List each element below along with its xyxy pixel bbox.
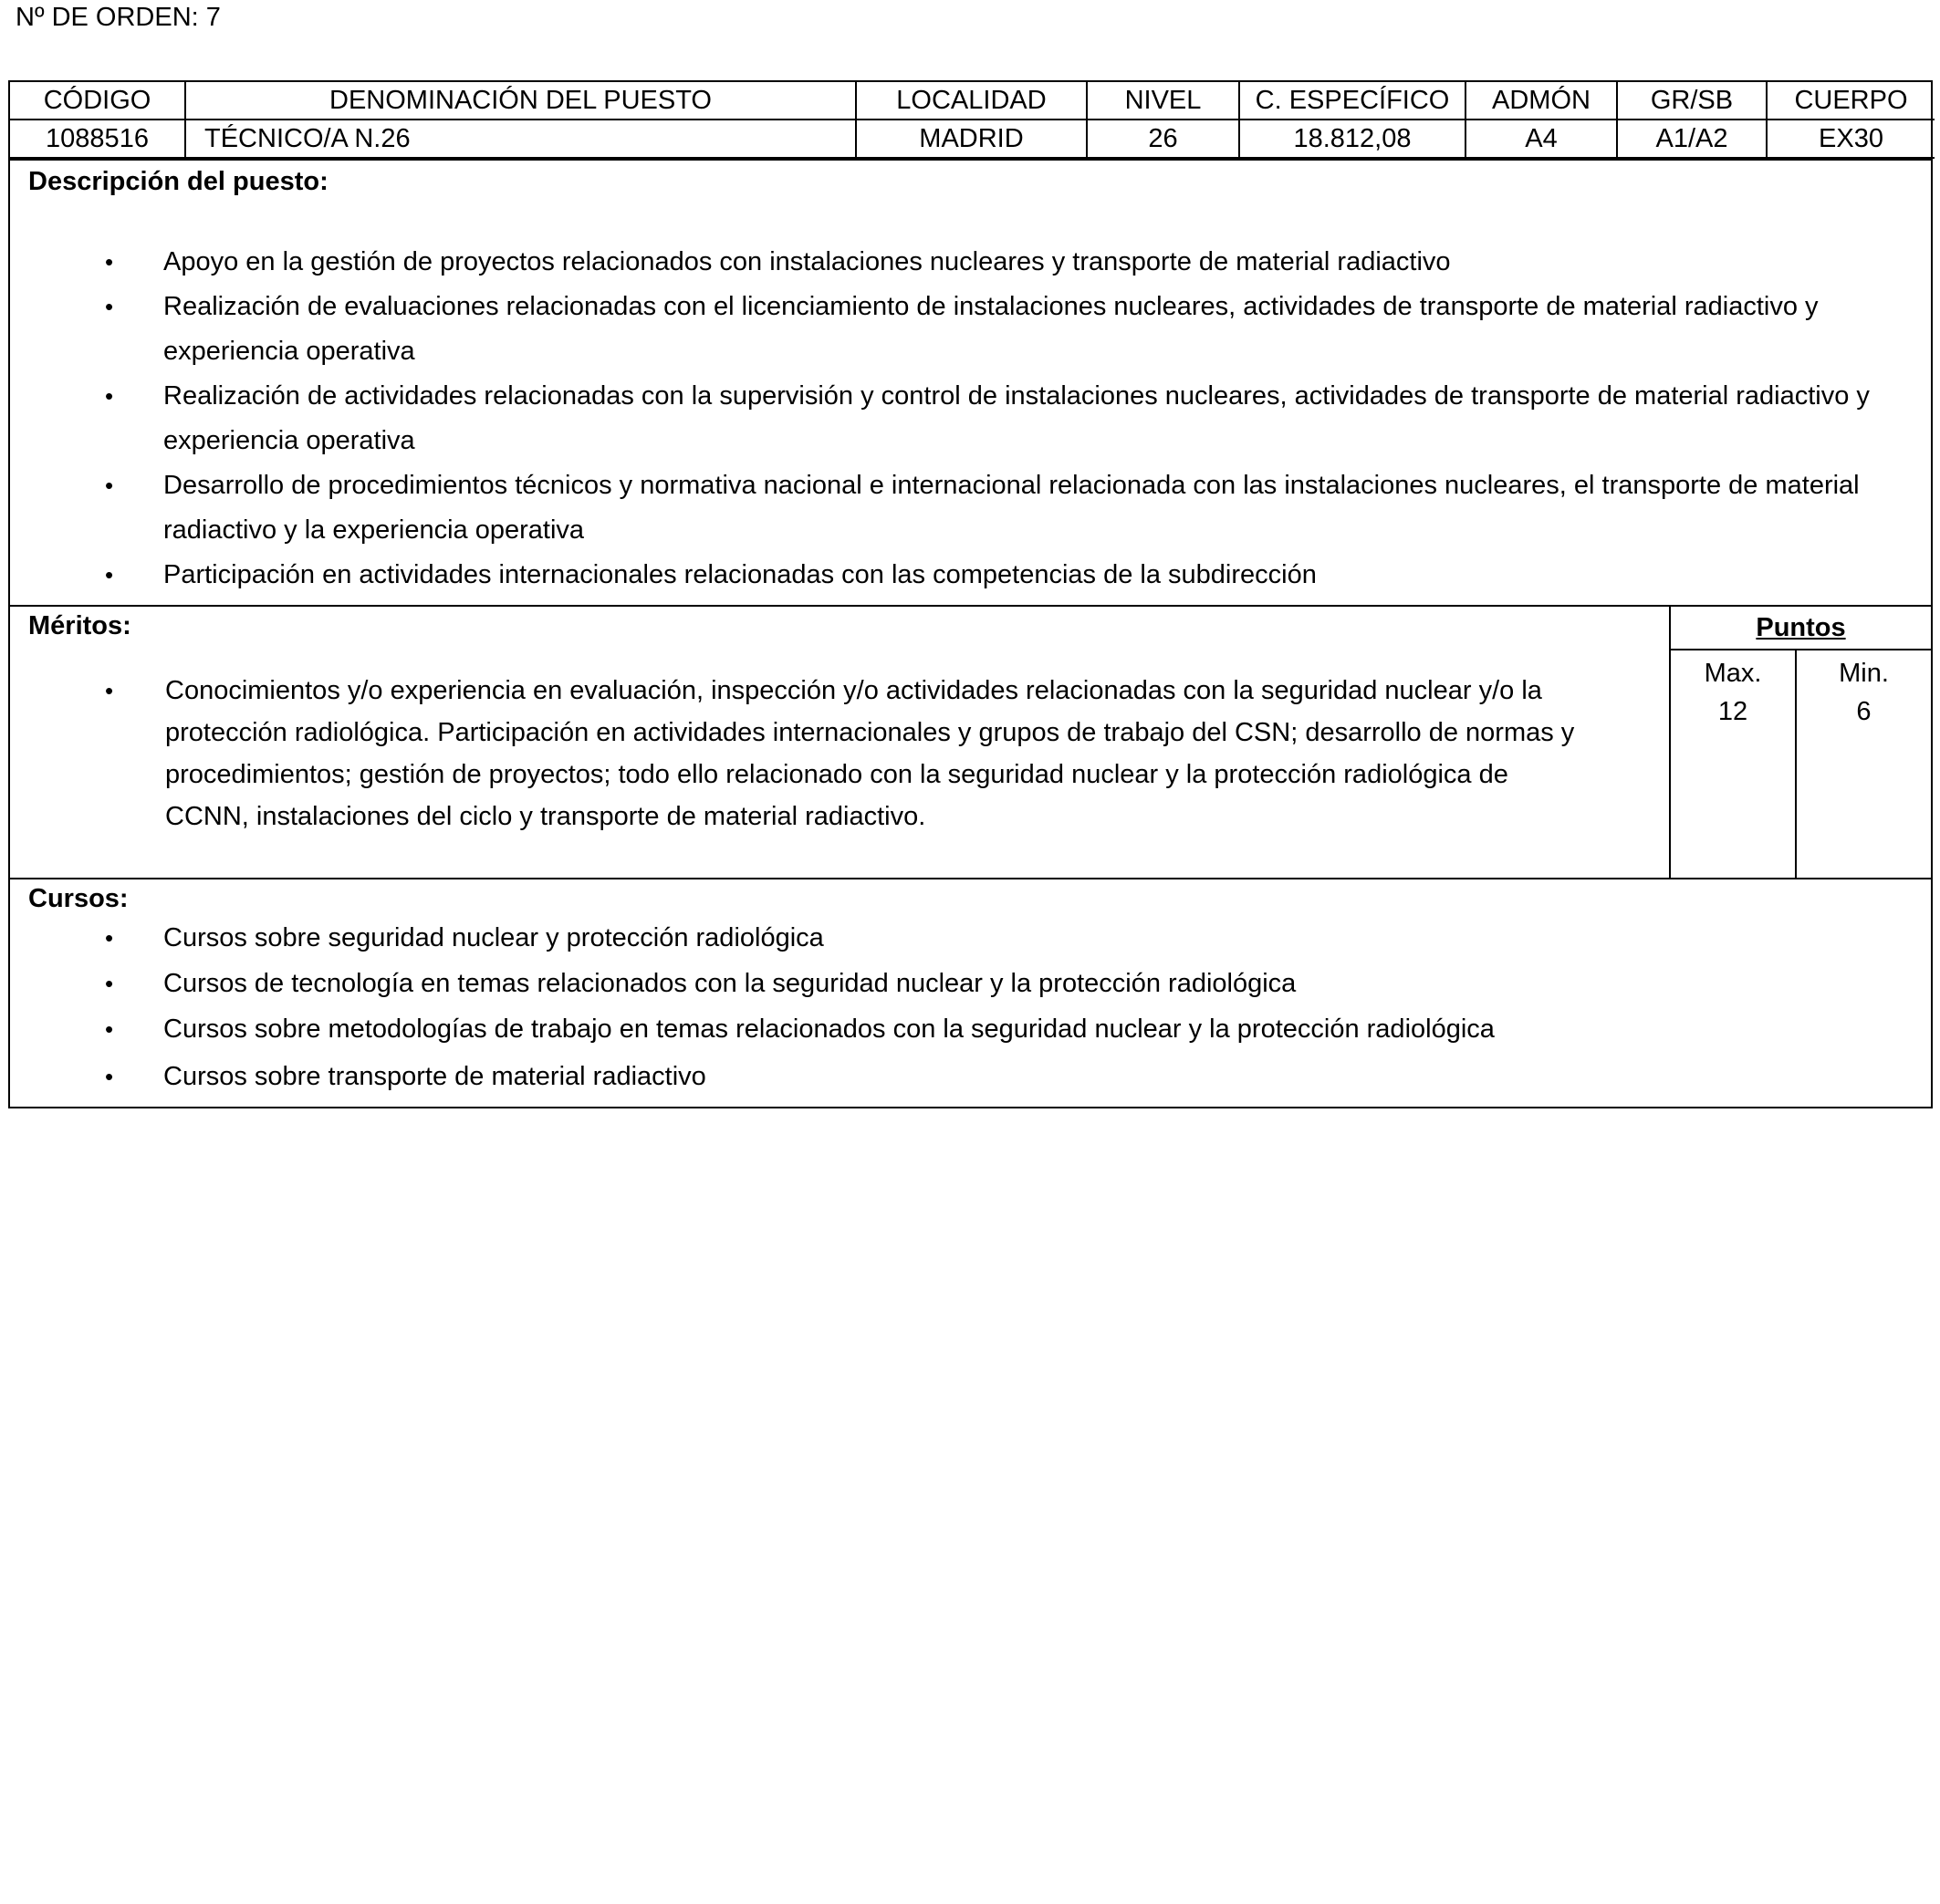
merits-title: Méritos: <box>28 610 131 640</box>
list-item <box>28 1006 1913 1052</box>
description-list <box>28 240 1913 598</box>
points-max-label: Max. <box>1704 658 1762 688</box>
courses-section <box>10 878 1931 1107</box>
list-item-text: Realización de evaluaciones relacionadas con el licenciamiento de instalaciones nucleares, actividades de transporte de material radiactivo y experiencia operativa <box>163 291 1819 366</box>
points-min-value: 6 <box>1856 696 1872 726</box>
value-row <box>10 120 1935 158</box>
bullet-icon: • <box>105 292 114 320</box>
list-item-text: Participación en actividades internacionales relacionadas con las competencias de la subdirección <box>163 559 1317 589</box>
points-min-label: Min. <box>1839 658 1889 688</box>
col-nivel: NIVEL <box>1087 82 1239 120</box>
bullet-icon: • <box>105 560 114 588</box>
value-admon: A4 <box>1465 120 1617 158</box>
value-gr-sb: A1/A2 <box>1617 120 1767 158</box>
value-c-especifico: 18.812,08 <box>1239 120 1465 158</box>
job-posting-table <box>8 80 1933 1108</box>
col-gr-sb: GR/SB <box>1617 82 1767 120</box>
list-item-text: Cursos sobre transporte de material radiactivo <box>163 1061 706 1091</box>
col-localidad: LOCALIDAD <box>856 82 1087 120</box>
list-item <box>28 915 1913 961</box>
points-title: Puntos <box>1671 607 1931 650</box>
list-item-text: Realización de actividades relacionadas con la supervisión y control de instalaciones nucleares, actividades de transporte de material radiactivo y experiencia operativa <box>163 380 1870 455</box>
points-min-column <box>1797 650 1931 878</box>
merits-content <box>10 607 1671 878</box>
points-max-column <box>1671 650 1797 878</box>
order-number: Nº DE ORDEN: 7 <box>16 3 221 32</box>
list-item-text: Desarrollo de procedimientos técnicos y normativa nacional e internacional relacionada con las instalaciones nucleares, el transporte de material radiactivo y la experiencia operativa <box>163 470 1860 545</box>
col-cuerpo: CUERPO <box>1767 82 1935 120</box>
points-columns <box>1671 650 1931 878</box>
list-item <box>28 285 1913 374</box>
list-item-text: Cursos de tecnología en temas relacionados con la seguridad nuclear y la protección radiológica <box>163 968 1297 998</box>
bullet-icon: • <box>105 1014 114 1043</box>
value-codigo: 1088516 <box>10 120 185 158</box>
list-item <box>28 1052 1913 1101</box>
col-denominacion: DENOMINACIÓN DEL PUESTO <box>185 82 856 120</box>
value-cuerpo: EX30 <box>1767 120 1935 158</box>
courses-list <box>28 915 1913 1101</box>
points-max-value: 12 <box>1717 696 1748 726</box>
bullet-icon: • <box>105 471 114 499</box>
list-item <box>28 961 1913 1006</box>
points-panel <box>1671 607 1931 878</box>
value-localidad: MADRID <box>856 120 1087 158</box>
list-item <box>28 240 1913 285</box>
bullet-icon: • <box>105 923 114 952</box>
courses-title: Cursos: <box>28 883 129 913</box>
list-item-text: Apoyo en la gestión de proyectos relacionados con instalaciones nucleares y transporte de material radiactivo <box>163 246 1451 276</box>
merits-list <box>28 670 1651 838</box>
list-item-text: Conocimientos y/o experiencia en evaluación, inspección y/o actividades relacionadas con la seguridad nuclear y/o la protección radiológica. Participación en actividades internacionales y grupos de trabajo del CSN; desarrollo de normas y procedimientos; gestión de proyectos; todo ello relacionado con la seguridad nuclear y la protección radiológica de CCNN, instalaciones del ciclo y transporte de material radiactivo. <box>165 675 1575 831</box>
job-header-table <box>10 82 1935 159</box>
col-codigo: CÓDIGO <box>10 82 185 120</box>
value-denominacion: TÉCNICO/A N.26 <box>185 120 856 158</box>
description-section <box>10 159 1931 605</box>
description-title: Descripción del puesto: <box>28 167 329 196</box>
list-item <box>28 670 1651 838</box>
bullet-icon: • <box>105 381 114 410</box>
col-admon: ADMÓN <box>1465 82 1617 120</box>
list-item-text: Cursos sobre metodologías de trabajo en temas relacionados con la seguridad nuclear y la protección radiológica <box>163 1014 1495 1044</box>
bullet-icon: • <box>105 969 114 997</box>
list-item <box>28 374 1913 463</box>
header-row <box>10 82 1935 120</box>
col-c-especifico: C. ESPECÍFICO <box>1239 82 1465 120</box>
bullet-icon: • <box>105 1062 114 1090</box>
list-item-text: Cursos sobre seguridad nuclear y protección radiológica <box>163 922 824 952</box>
merits-section <box>10 605 1931 878</box>
bullet-icon: • <box>105 247 114 276</box>
value-nivel: 26 <box>1087 120 1239 158</box>
list-item <box>28 463 1913 553</box>
list-item <box>28 553 1913 598</box>
bullet-icon: • <box>105 676 114 704</box>
